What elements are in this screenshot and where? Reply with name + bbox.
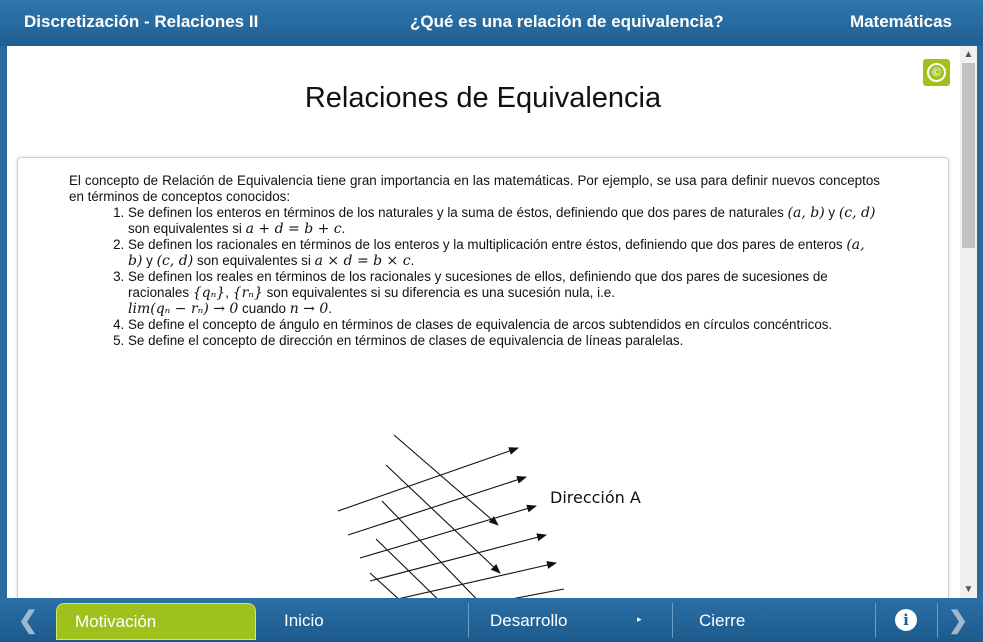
direction-b-lines [370,435,500,598]
item-text: y [824,205,839,220]
examples-list [128,205,880,349]
info-icon[interactable]: i [895,609,917,631]
math-expr: {rₙ} [232,285,263,301]
math-expr: a × d = b × c [314,253,411,269]
next-arrow-icon[interactable]: ❯ [948,607,969,634]
scroll-thumb[interactable] [962,63,975,248]
item-text: son equivalentes si [193,253,315,268]
item-text: cuando [238,301,290,316]
scroll-down-icon[interactable]: ▼ [963,584,974,595]
tab-inicio[interactable]: Inicio [284,611,324,630]
prev-arrow-icon[interactable]: ❮ [18,607,39,634]
top-header-bar [0,0,983,46]
vertical-scrollbar[interactable] [960,46,977,598]
tab-separator [672,603,673,638]
bottom-nav-bar [0,598,983,642]
math-expr: (a, b) [787,205,825,221]
list-item: 5. Se define el concepto de dirección en términos de clases de equivalencia de líneas paralelas. [128,333,880,349]
direction-diagram [318,413,678,598]
list-item [128,269,880,317]
tab-motivacion[interactable]: Motivación [56,603,256,640]
item-text: , [225,285,233,300]
tab-cierre[interactable]: Cierre [699,611,746,630]
direction-a-label: Dirección A [550,488,641,507]
list-item: 4. Se define el concepto de ángulo en términos de clases de equivalencia de arcos subtendidos en círculos concéntricos. [128,317,880,333]
math-expr: (c, d) [838,205,876,221]
course-title: Discretización - Relaciones II [24,12,259,31]
tab-separator [468,603,469,638]
list-item [128,205,880,237]
item-text: . [410,253,415,268]
dropdown-arrow-icon[interactable]: ▸ [637,614,642,624]
item-text: son equivalentes si [128,221,246,236]
math-expr: (c, d) [156,253,194,269]
content-card [17,157,949,598]
subject-title: Matemáticas [849,12,952,31]
item-text: son equivalentes si su diferencia es una sucesión nula, i.e. [262,285,615,300]
item-text: Se definen los enteros en términos de los naturales y la suma de éstos, definiendo que dos pares de naturales [128,205,788,220]
math-expr: lim(qₙ − rₙ) → 0 [128,301,239,317]
direction-a-lines [338,448,564,598]
lesson-title: ¿Qué es una relación de equivalencia? [410,12,724,31]
tab-separator [937,603,938,638]
content-frame [7,46,977,598]
math-expr: n → 0 [289,301,329,317]
tab-desarrollo[interactable]: Desarrollo [490,611,568,630]
content-text [69,173,880,349]
list-item [128,237,880,269]
scroll-up-icon[interactable]: ▲ [963,49,974,60]
copyright-icon: © [927,63,946,82]
item-text: y [142,253,157,268]
math-expr: {qₙ} [192,285,226,301]
item-text: Se definen los racionales en términos de los enteros y la multiplicación entre éstos, definiendo que dos pares de enteros [128,237,847,252]
item-text: . [328,301,332,316]
math-expr: (a, b) [128,237,865,269]
item-text: . [341,221,346,236]
tab-separator [875,603,876,638]
math-expr: a + d = b + c [245,221,342,237]
intro-paragraph: El concepto de Relación de Equivalencia tiene gran importancia en las matemáticas. Por ejemplo, se usa para definir nuevos conceptos en términos de conceptos conocidos: [69,173,880,204]
page-title: Relaciones de Equivalencia [304,82,662,114]
item-text: Se definen los reales en términos de los racionales y sucesiones de ellos, definiendo que dos pares de sucesiones de racionales [128,269,828,300]
